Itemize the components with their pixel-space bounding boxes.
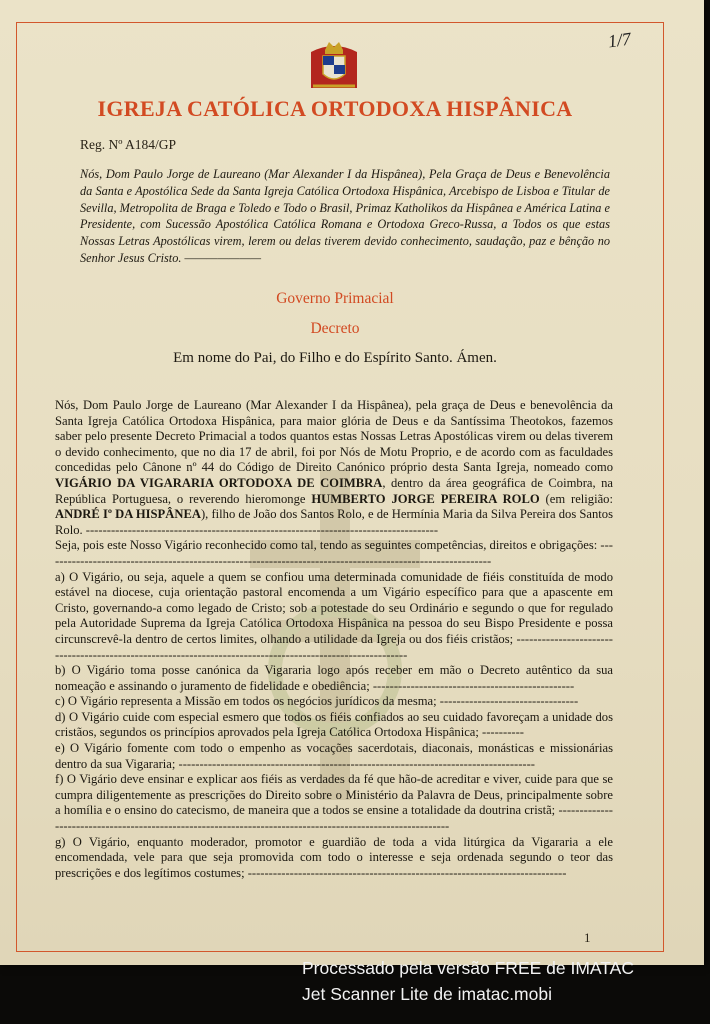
appointee-name: HUMBERTO JORGE PEREIRA ROLO: [311, 491, 540, 506]
list-item-d: d) O Vigário cuide com especial esmero que todos os fiéis confiados ao seu cuidado favoreçam a unidade dos cristãos, segundos os princípios aprovados pela Igreja Católica Ortodoxa Hispânica; ----------: [55, 709, 613, 740]
section-title: Governo Primacial: [276, 290, 394, 307]
coat-of-arms-icon: [305, 38, 363, 94]
church-title: IGREJA CATÓLICA ORTODOXA HISPÂNICA: [97, 96, 573, 121]
document-type: Decreto: [310, 320, 360, 337]
paragraph-text: (em religião:: [539, 491, 613, 506]
list-item-e: e) O Vigário fomente com todo o empenho as vocações sacerdotais, diaconais, monásticas e missionárias dentro da sua Vigararia; -------------------------------------------------------------------------------------: [55, 741, 613, 771]
scanner-watermark-line-2: Jet Scanner Lite de imatac.mobi: [302, 984, 552, 1004]
scanner-watermark-line-1: Processado pela versão FREE de IMATAC: [302, 958, 634, 978]
intro-paragraph: Nós, Dom Paulo Jorge de Laureano (Mar Alexander I da Hispânea), Pela Graça de Deus e Benevolência da Santa e Apostólica Sede da Santa Igreja Católica Ortodoxa Hispânica, Arcebispo de Lisboa e Titular de Sevilla, Metropolita de Braga e Toledo e Todo o Brasil, Primaz Katholikos da Hispânea e América Latina e Presidente, com Sucessão Apostólica Católica Romana e Ortodoxa Greco-Russa, a Todos os que estas Nossas Letras Apostólicas virem, lerem ou delas tiverem devido conhecimento, saudação, paz e bênção no Senhor Jesus Cristo. ———————: [80, 167, 610, 265]
handwritten-page-mark: 1/7: [606, 28, 633, 52]
decree-paragraph-1: [55, 398, 613, 538]
paragraph-text: ), filho de João dos Santos Rolo, e de Hermínia Maria da Silva Pereira dos Santos Rolo. ------------------------------------------------------------------------------------: [55, 507, 613, 537]
list-item-f: f) O Vigário deve ensinar e explicar aos fiéis as verdades da fé que hão-de acreditar e viver, cuide para que se cumpra diligentemente as prescrições do Direito sobre o Ministério da Palavra de Deus, principalmente sobre a homília e o ensino do catecismo, de maneira que a todos se ensine a totalidade da doutrina cristã; -----------------------------------------------------------------------------------------------------------: [55, 772, 613, 834]
page-number: 1: [584, 930, 591, 945]
religious-name: ANDRÉ Iº DA HISPÂNEA: [55, 507, 201, 522]
vicariate-name: VIGÁRIO DA VIGARARIA ORTODOXA DE COIMBRA: [55, 475, 383, 490]
registration-number: Reg. Nº A184/GP: [80, 137, 177, 152]
paragraph-text: Nós, Dom Paulo Jorge de Laureano (Mar Alexander I da Hispânea), pela graça de Deus e benevolência da Santa Igreja Católica Ortodoxa Hispânica, para maior glória de Deus e da Santíssima Theotokos, fazemos saber pelo presente Decreto Primacial a todos quantos estas Nossas Letras Apostólicas virem ou delas tiverem o devido conhecimento, que no dia 17 de abril, foi por Nós de Motu Proprio, e de acordo com as faculdades concedidas pelo Cânone nº 44 do Código de Direito Canónico próprio desta Santa Igreja, nomeado como: [55, 398, 613, 475]
list-item-b: b) O Vigário toma posse canónica da Vigararia logo após receber em mão o Decreto autêntico da sua nomeação e assinando o juramento de fidelidade e obediência; ------------------------------------------------: [55, 663, 613, 693]
paragraph-text: , dentro da área geográfica de Coimbra, na República Portuguesa, o reverendo hieromonge: [55, 475, 613, 506]
invocation: Em nome do Pai, do Filho e do Espírito Santo. Ámen.: [173, 350, 497, 366]
list-item-c: c) O Vigário representa a Missão em todos os negócios jurídicos da mesma; ---------------------------------: [55, 694, 579, 709]
list-item-a: a) O Vigário, ou seja, aquele a quem se confiou uma determinada comunidade de fiéis constituída de modo estável na diocese, cuja orientação pastoral encomenda a um Vigário específico para que a apascente em Cristo, governando-a como legado de Cristo; sob a potestade do seu Ordinário e segundo o que for regulado pela Autoridade Suprema da Igreja Católica Ortodoxa Hispânica na pessoa do seu Bispo Presidente e possa circunscrevê-la dentro de certos limites, olhando a utilidade da Igreja ou dos fiéis cristãos; -----------------------------------------------------------------------------------------------------------: [55, 569, 613, 662]
decree-body: [55, 398, 613, 881]
decree-paragraph-2: Seja, pois este Nosso Vigário reconhecido como tal, tendo as seguintes competências, direitos e obrigações: -----------------------------------------------------------------------------------------------------------: [55, 538, 613, 568]
list-item-g: g) O Vigário, enquanto moderador, promotor e guardião de toda a vida litúrgica da Vigararia a ele encomendada, vele para que seja promovida com todo o interesse e seja ordenada segundo o teor das prescrições e dos legítimos costumes; ----------------------------------------------------------------------------: [55, 834, 613, 880]
